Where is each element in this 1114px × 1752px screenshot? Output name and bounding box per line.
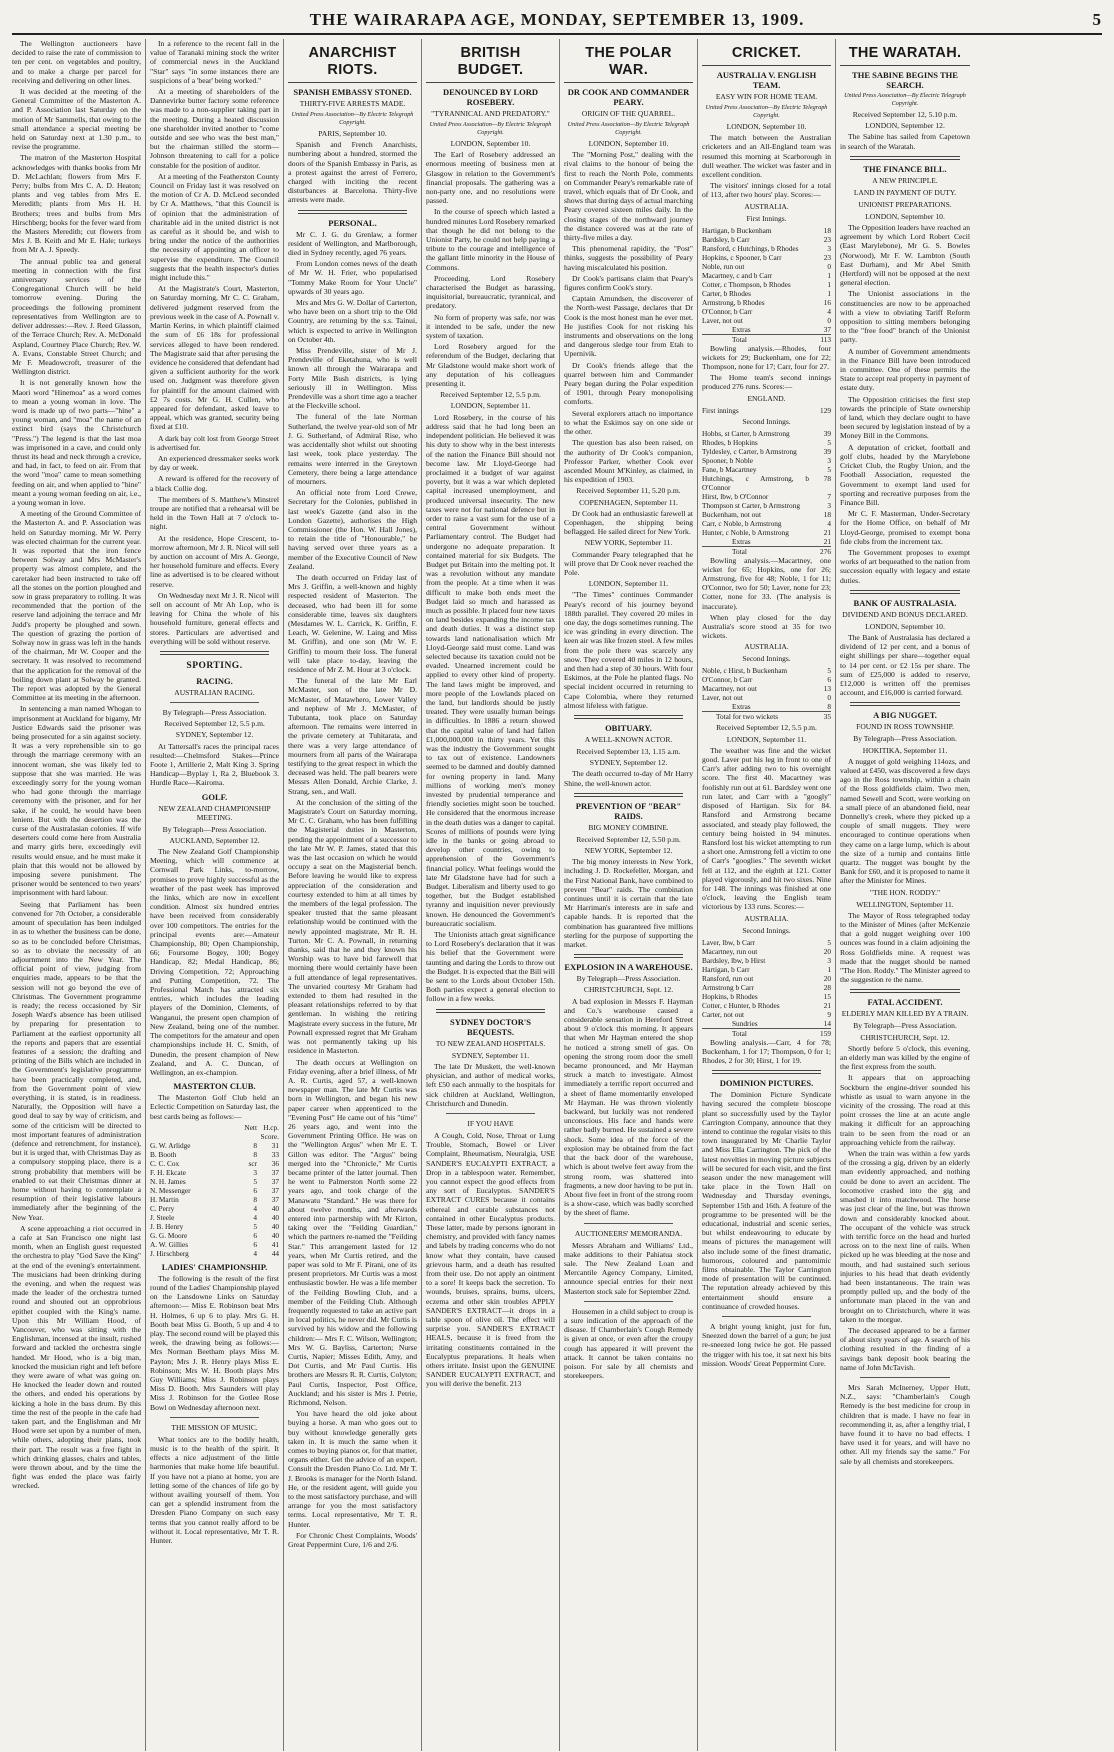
table-row: Tyldesley, c Carter, b Armstrong 39 [702, 446, 831, 456]
paragraph: Mrs and Mrs G. W. Dollar of Carterton, who have been on a short trip to the Old Country, are returning by the s.s. Tainui, which is expected to arrive in Wellington on October 4th. [288, 298, 417, 344]
dateline: LONDON, September 11. [588, 579, 669, 589]
golf-heading: GOLF. [201, 791, 228, 802]
headline-british-budget: BRITISH BUDGET. [426, 45, 555, 83]
dateline: LONDON, September 11. [450, 401, 531, 411]
bear-raids-heading: PREVENTION OF "BEAR" RAIDS. [575, 800, 682, 821]
paragraph: The annual public tea and general meeting in connection with the first anniversary services of the Congregational Church will be held tomorrow evening. During the proceedings the following prominent representatives from Wellington are to deliver addresses:—Rev. J. Reed Glasson, of the Terrace Church; Rev. A. McDonald Aspland, Courtney Place Church; Rev. W. A. Evans, Constable Street Church; and Mr F. Meadowcroft, treasurer of the Wellington district. [12, 256, 141, 377]
paragraph: A deputation of cricket, football and golf clubs, headed by the Marylebone Cricket Club, the Rugby Union, and the Football Association, requested the Government to exempt land used for sporting and recreative purposes from the Finance Bill. [840, 442, 970, 507]
advert-text: A bright young knight, just for fun, Sneezed down the barrel of a gun; he just re-sneezed long twice he got. He passed the trigger with his toe, it sat next his bits mission. Woods' Great Peppermint Cure. [702, 1322, 831, 1368]
subheading: UNIONIST PREPARATIONS. [858, 199, 952, 209]
subheading: SPANISH EMBASSY STONED. [293, 87, 412, 97]
subheading: FOUND IN ROSS TOWNSHIP. [856, 722, 954, 732]
table-row: F. H. Ekcate 3 37 [150, 1167, 279, 1177]
table-row: G. G. Moore 6 40 [150, 1230, 279, 1240]
table-row: Rhodes, b Hopkins 5 [702, 437, 831, 447]
paragraph: The members of S. Matthew's Minstrel troupe are notified that a rehearsal will be held in the Town Hall at 7 o'clock to-night. [150, 494, 279, 532]
paragraph: The Masterton Golf Club held an Eclectic Competition on Saturday last, the best cards being as follows:— [150, 1093, 279, 1121]
table-row: C. Perry 4 40 [150, 1203, 279, 1213]
headline-anarchist-riots: ANARCHIST RIOTS. [288, 45, 417, 83]
subheading: AUSTRALIA V. ENGLISH TEAM. [716, 70, 817, 90]
table-row: Bardsley, b Carr 23 [702, 234, 831, 244]
paragraph: The Dominion Picture Syndicate having secured the complete bioscope plant so successfully used by the Taylor Carrington Company, announce that they intend to continue the regular visits to this town inaugurated by Mr Charlie Taylor and Miss Ella Carrington. The pick of the latest novelties in moving picture subjects will be secured for each visit, and the first season under the new management will take place in the Town Hall on Wednesday and Thursday evenings, September 15th and 16th. A feature of the programme to be presented will be the educational, industrial and scenic series, but whilst endeavouring to educate by means of pictures the management will also include some of the finest dramatic, humorous, coloured and pantomimic films obtainable. The Taylor Carrington mode of presentation will be continued. The reputation already achieved by this entertainment should ensure a continuance of crowded houses. [702, 1090, 831, 1311]
table-row: Ransford, c Hutchings, b Rhodes 3 [702, 243, 831, 253]
dateline: SYDNEY, September 12. [175, 730, 254, 740]
dateline: LONDON, September 10. [865, 211, 945, 221]
headline-cricket: CRICKET. [702, 45, 831, 66]
received-line: Received September 12, 5.5 p.m. [440, 390, 541, 400]
credit-line: By Telegraph—Press Association. [853, 734, 957, 744]
nugget-heading: A BIG NUGGET. [873, 710, 937, 721]
paragraph: Miss Prendeville, sister of Mr J. Prendeville of Eketahuna, who is well known all through the Wairarapa and Forty Mile Bush districts, is lying seriously ill in Wellington. Miss Prendeville was a short time ago a teacher at the Fleckville school. [288, 346, 417, 411]
paragraph: Mr C. J. G. du Grenlaw, a former resident of Wellington, and Marlborough, died in Sydney recently, aged 76 years. [288, 229, 417, 258]
paragraph: A scene approaching a riot occurred in a cafe at San Francisco one night last month, when an English guest requested the orchestra to play "God Save the King" at the end of the evening's entertainment. The musicians had been drinking during the evening, and when the request was made the leader of the orchestra turned round and shouted out an opprobrious epithet coupled with the King's name. Upon this Mr William Hood, of Vancouver, who was sitting with the Englishman, incensed at the insult, rushed forward and tackled the orchestra single handed. Mr Hood, who is a big man, knocked the musician right and left before they were aware of what was going on. He knocked the leader down and routed the others, and ended his operations by kicking a hole in the bass drum. By this time the rest of the people in the cafe had taken part, and the Englishman and Mr Hood were set upon by a number of men, while others, adopting their plans, took their part. The result was a free fight in which drinking glasses, chairs and tables, were thrown about, and by the time the fight was ended the place was fairly wrecked. [12, 1223, 141, 1491]
scorecard-table [702, 666, 831, 721]
paragraph: The match between the Australian cricketers and an All-England team was resumed this morning at Scarborough in dull weather. The wicket was faster and in excellent condition. [702, 133, 831, 180]
paragraph: The death occurred on Friday last of Mrs J. Griffin, a well-known and highly respected resident of Masterton. The deceased, who had been ill for some considerable time, leaves six daughters (Mesdames W. L. Carrick, K. Griffin, F. Leach, W. Gelenine, W. Laing and Miss M. Griffin), and one son (Mr W. F. Griffin) to mourn their loss. The funeral will take place to-day, leaving the residence of Mr Z. M. Hour at 3 o'clock. [288, 572, 417, 674]
table-row: Macartney, run out 20 [702, 946, 831, 956]
dateline: LONDON, September 12. [865, 121, 945, 131]
dateline: LONDON, September 10. [726, 122, 807, 131]
paragraph: Bowling analysis.—Carr, 4 for 78; Buckenham, 1 for 17; Thompson, 0 for 1; Rhodes, 2 for 30; Hirst, 1 for 19. [702, 1037, 831, 1065]
table-row: Carter, not out 9 [702, 1009, 831, 1019]
credit-line: United Press Association—By Electric Telegraph Copyright. [291, 111, 414, 126]
paragraph: Bowling analysis.—Rhodes, four wickets for 29; Buckenham, one for 22; Thompson, none for 17; Carr, four for 27. [702, 343, 831, 372]
dateline: COPENHAGEN, September 11. [579, 497, 678, 507]
paragraph: The late Dr Muskett, the well-known physician, and author of medical works, left £50 each annually to the hospitals for sick children at Auckland, Wellington, Christchurch and Dunedin. [426, 1061, 555, 1108]
dateline: SYDNEY, September 11. [451, 1050, 530, 1060]
paragraph: Proceeding, Lord Rosebery characterised the Budget as harassing, inquisitorial, bureaucratic, tyrannical, and predatory. [426, 273, 555, 311]
credit-line: By Telegraph—Press Association. [162, 824, 267, 834]
subheading: "TYRANNICAL AND PREDATORY." [431, 109, 550, 118]
table-row: C. C. Cox scr 36 [150, 1158, 279, 1168]
paragraph: The Government proposes to exempt works of art bequeathed to the nation from succession equally with legacy and estate duties. [840, 547, 970, 585]
dateline: HOKITIKA, September 11. [862, 745, 948, 755]
paragraph: Dr Cook's friends allege that the quarrel between him and Commander Peary began during the Polar expedition of 1901, through Peary monopolising comforts. [564, 360, 693, 407]
table-row: Laver, not out 0 [702, 693, 831, 703]
masterton-club-heading: MASTERTON CLUB. [173, 1081, 256, 1092]
paragraph: The Earl of Rosebery addressed an enormous meeting of business men at Glasgow in relation to the Government's financial proposals. The gathering was a non-party one, and no resolutions were passed. [426, 150, 555, 206]
masthead [12, 0, 1102, 35]
personal-heading: PERSONAL. [328, 217, 377, 228]
table-row: Laver, lbw, b Carr 5 [702, 937, 831, 947]
paragraph: The Wellington auctioneers have decided to raise the rate of commission to ten per cent. on vegetables and poultry, and to make a charge per parcel for receiving and delivering on other lines. [12, 39, 141, 85]
paragraph: At a meeting of shareholders of the Dannevirke butter factory some reference was made to a non-supplier taking part in the meeting. During a heated discussion one shareholder invited another to "come outside and see who was the best man," but the chairman stilled the storm—Johnson threatening to call for a police constable for the position of auditor. [150, 87, 279, 170]
subheading: LAND IN PAYMENT OF DUTY. [853, 187, 957, 197]
column-4 [422, 39, 560, 1751]
paragraph: It is not generally known how the Maori word "Hinemoa" as a word comes to mean a young woman in love. The word is made up of two parts—"hine" a young woman, and "moa" the name of an extinct bird (says the Christchurch "Press.") The legend is that the last moa was imprisoned in a cave, and could only thrust its head and neck through a crevice, and had, in fact, to feed on air. From that the word "moa" came to mean something feeding on air, and when applied to "hine" meant a young woman feeding on air, i.e., a young woman in love. [12, 378, 141, 507]
advert-text: Mrs Sarah McInerney, Upper Hutt, N.Z., says: "Chamberlain's Cough Remedy is the best medicine for croup in children that is made. I have no fear in recommending it, as, after a lengthy trial, I have found it to have no bad effects. I have used it for years, and will have no other. All my friends say the same." For sale by all chemists and storekeepers. [840, 1382, 970, 1466]
paragraph: From London comes news of the death of Mr W. H. Frier, who popularised "Tommy Make Room for Your Uncle" upwards of 30 years ago. [288, 259, 417, 296]
racing-subheading: AUSTRALIAN RACING. [174, 688, 255, 697]
table-row: O'Connor, b Carr 4 [702, 306, 831, 316]
paragraph: Captain Amundsen, the discoverer of the North-west Passage, declares that Dr Cook is the most honest man he ever met. He justifies Cook for not risking his instruments and observations on the long and dangerous sledge tour from Etah to Upernivik. [564, 294, 693, 359]
table-row: O'Connor, b Carr 6 [702, 675, 831, 685]
team-heading: AUSTRALIA. [744, 913, 789, 923]
total-row: Total 113 [702, 334, 831, 344]
subheading: EASY WIN FOR HOME TEAM. [715, 92, 818, 101]
paragraph: It appears that on approaching Sockburn the engine-driver sounded his whistle as usual to warn anyone in the vicinity of the crossing. The road at this point crosses the line at an acute angle making it difficult for an approaching train to be seen from the road or an approaching vehicle from the railway. [840, 1073, 970, 1147]
paragraph: Seeing that Parliament has been convened for 7th October, a considerable amount of speculation has been indulged in as to whether the business can be done, so as to be concluded before Christmas, so as to obviate the necessity of an adjournment into the New Year. The official point of view, judging from enquiries made, appears to be that the session will not go beyond the eve of Christmas. The Government programme is ready; the recess occasioned by Sir Joseph Ward's absence has been utilised by preparing for presentation to Parliament at the earliest opportunity all the reports and papers that are essential features of a session; the drafting and printing of the Bills which are included in the Government's legislative programme have been practically completed, and, from the Government point of view everything, it is stated, is in readiness. Naturally, the Opposition will have a good deal to say by way of criticism, and some of the criticism will be directed to most important features of administration (defence and retrenchment, for instance), but it is urged that, with Christmas Day as a compulsory stopping place, there is a strong probability that members will be enabled to eat their Christmas dinner at home without having to contemplate a resumption of their legislative labours immediately after the beginning of the New Year. [12, 899, 141, 1222]
paragraph: At the Magistrate's Court, Masterton, on Saturday morning, Mr C. C. Graham, delivered judgment reserved from the previous week in the case of A. Pownall v. Martin Kerins, in which plaintiff claimed the sum of £6 18s for professional services alleged to have been rendered. The Magistrate said that after perusing the evidence he considered that defendant had given a sufficient authority for the work used on. Judgment was therefore given for plaintiff for the amount claimed with £2 7s costs. Mr G. H. Cullen, who appeared for defendant, asked leave to appeal, which was granted, security being fixed at £10. [150, 284, 279, 432]
paragraph: The funeral of the late Mr Earl McMaster, son of the late Mr D. McMaster, of Matawhero, Lower Valley and nephew of Mr J. McMaster, of Tubutanta, took place on Saturday afternoon. The remains were interred in the private cemetery at Tuhitarata, and there was a very large attendance of mourners from all parts of the Wairarapa testifying to the great respect in which the deceased was held. The pall bearers were Messrs Allen Donald, Archie Clarke, J. Strang, sen., and Wall. [288, 676, 417, 796]
paragraph: This phenomenal rapidity, the "Post" thinks, suggests the possibility of Peary having miscalculated his position. [564, 244, 693, 272]
paragraph: A meeting of the Ground Committee of the Masterton A. and P. Association was held on Saturday morning. Mr W. Perry was elected chairman for the current year. It was reported that the iron fence between Solway and Mrs McMaster's property was almost complete, and the caretaker had been instructed to take off all the stones on the portion ploughed and sow in grass preparatory to rolling. It was recommended that the portion of the reserve land adjoining the terrace and Mr Judd's property be ploughed and sown. The question of grazing the portion of Solway now in grass was left in the hands of the chairman, Mr W. Cooper and the secretary. It was resolved to recommend that the application for the removal of the boiling down plant at Solway be granted. The report was adopted by the General Committee at its meeting in the afternoon. [12, 509, 141, 703]
table-row: Extras 37 [732, 324, 831, 334]
subheading: A NEW PRINCIPLE. [872, 175, 938, 185]
table-row: Hartigan, b Buckenham 18 [702, 225, 831, 235]
table-row: J. B. Henry 5 40 [150, 1221, 279, 1231]
columns [8, 39, 1106, 1751]
column-6 [698, 39, 836, 1751]
paragraph: Dr Cook had an enthusiastic farewell at Copenhagen, the shipping being beflagged. He sailed direct for New York. [564, 508, 693, 537]
racing-heading: RACING. [196, 676, 233, 686]
credit-line: United Press Association—By Electric Telegraph Copyright. [705, 104, 828, 119]
paragraph: At Tattersall's races the principal races resulted:—Chelmsford Stakes—Prince Foote 1, Artillerie 2, Malt King 3. Spring Handicap—Byplay 1, Ra 2, Bluebook 3. Hurdle Race—Kairoma. [150, 741, 279, 788]
table-row: Noble, c Hirst, b Buckenham 5 [702, 666, 831, 676]
innings-heading: First Innings. [746, 213, 787, 223]
table-row: Macartney, not out 13 [702, 684, 831, 694]
table-row: Armstrong b Carr 28 [702, 982, 831, 992]
golf-scores-table [150, 1123, 279, 1258]
table-row: J. Hirschberg 4 44 [150, 1248, 279, 1258]
paragraph: Bowling analysis.—Macartney, one wicket for 65; Hopkins, one for 26; Armstrong, five for 48; Noble, 1 for 11; O'Connor, two for 50; Laver, none for 23; Cotter, none for 33. (The analysis is inaccurate). [702, 555, 831, 611]
paragraph: The following is the result of the first round of the Ladies' Championship played on the Lansdowne Links on Saturday afternoon:— Miss E. Robinson beat Mrs H. Holmes, 6 up 6 to play. Mrs G. H. Booth beat Miss G. Booth, 5 up and 4 to play. The second round will be played this week, the drawing being as follows:— Mrs Norman Beetham plays Miss M. Payton; Mrs J. R. Henry plays Miss E. Robinson; Mrs W. H. Booth plays Mrs Guy Williams; Miss J. Robinson plays Miss D. Booth. Mrs Saunders will play Miss J. Robinson for the Gotlee Rose Bowl on Wednesday afternoon next. [150, 1273, 279, 1412]
table-row: Bardsley, lbw, b Hirst 3 [702, 955, 831, 965]
paragraph: At a meeting of the Featherston County Council on Friday last it was resolved on the motion of Cr A. D. McLeod seconded by Cr A. Matthews, "that this Council is of opinion that the administration of charitable aid in the united district is not as careful as it should be, and wish to bring under the notice of the authorities the necessity of appointing an officer to supervise the expenditure. The Council suggests that the health inspector's duties might include this." [150, 171, 279, 283]
credit-line: United Press Association—By Electric Telegraph Copyright. [567, 121, 690, 136]
column-1 [8, 39, 146, 1751]
credit-line: United Press Association—By Electric Telegraph Copyright. [429, 121, 552, 136]
paragraph: An official note from Lord Crewe, Secretary for the Colonies, published in last week's Gazette (and also in the London Gazette), authorises the High Commissioner (the Hon. W. Hall Jones), to retain the title of "Honourable," he having served over three years as a member of the Executive Council of New Zealand. [288, 488, 417, 571]
paragraph: Lord Rosebery, in the course of his address said that he had long been an independent politician. He believed it was his duty to show why in the best interests of the nation the Finance Bill should not become law. Mr Lloyd-George had proclaimed it a budget of war against poverty, but it was a war which depleted capital increased unemployment, and produced universal insecurity. The new taxes were not for national defence but in order to raise a vast sum for the use of a central Government without Parliamentary control. The Budget had undergone no adequate preparation. It contained material for six Budgets. The Budget put Britain into the melting pot. It was a revolution without any mandate from the people. At a time when it was difficult to make both ends meet the Budget laid so much and harassed as much as possible. It placed four new taxes on land besides expanding the income tax and death duties. It was a distinct step towards land nationalisation which Mr Lloyd-George said must come. Land was selected because its taxation could not be evaded. Unearned increment could be applied to every other kind of property. The land laws might be improved, and more people of the Lowlands placed on the land, but landlords should be justly treated. They were usually human beings in difficulties. In 1886 a return showed that the capital value of land had fallen £1,000,000,000 in thirty years. Yet this was the industry the Government sought to tax out of existence. Landowners seemed to be damned and doubly damned for owning property in land. Many millions of working men's money invested by prudential temperance and friendly societies might soon be touched. He considered that the enormous increase in the death duties was a danger to capital. Scores of millions of pounds were lying idle in the banks or going abroad to develop other countries, owing to apprehension of the Government's financial policy. What feelings would the late Mr Gladstone have had for such a Budget. Liberalism and liberty used to go together, but the Budget established tyranny and inquisition never previously known. He denounced the Government's bureaucratic socialism. [426, 412, 555, 928]
subheading: TO NEW ZEALAND HOSPITALS. [435, 1038, 546, 1048]
subheading: THIRTY-FIVE ARRESTS MADE. [299, 99, 406, 108]
paragraph: At the residence, Hope Crescent, to-morrow afternoon, Mr J. R. Nicol will sell by auction on account of Mrs A. George, her household furniture and effects. Every line as advertised is to be cleared without reserve. [150, 533, 279, 589]
dateline: LONDON, September 10. [450, 139, 531, 148]
table-row: Thompson st Carter, b Armstrong 3 [702, 500, 831, 510]
dateline: AUCKLAND, September 12. [169, 835, 260, 845]
table-row: Armstrong, b Rhodes 16 [702, 297, 831, 307]
received-line: Received September 12, 5.10 p.m. [852, 110, 958, 119]
paragraph: Messrs Abraham and Williams' Ltd., make additions to their Pahiatua stock sale. The New Zealand Loan and Mercantile Agency Company, Limited, announce special entries for their next Masterton stock sale for September 22nd. [564, 1240, 693, 1296]
paragraph: Lord Rosebery argued for the referendum of the Budget, declaring that Mr Gladstone would make short work of any deputation of his colleagues presenting it. [426, 342, 555, 389]
table-row: J. Steele 4 40 [150, 1212, 279, 1222]
table-row: Laver, not out 0 [702, 315, 831, 325]
table-row: Extras 21 [732, 536, 831, 546]
received-line: Received September 12, 5.5 p.m. [716, 723, 817, 733]
table-row: Hunter, c Noble, b Armstrong 21 [702, 527, 831, 537]
paragraph: Shortly before 5 o'clock, this evening, an elderly man was killed by the engine of the first express from the south. [840, 1043, 970, 1072]
column-2 [146, 39, 284, 1751]
dateline: LONDON, September 11. [726, 734, 807, 744]
paragraph: A nugget of gold weighing 114ozs, and valued at £450, was discovered a few days ago in the Ross township, within a chain of the Ross goldfields claim. Two men, named Sewell and Scott, were working on a small piece of an abandoned field, near Donnelly's creek, where they picked up a couple of small nuggets. They were encouraged to continue operations when they came on a large lump, which is about the size of a turnip and contains little quartz. The nugget was bought by the Bank for £60, and it is proposed to name it after the Minister for Mines. [840, 756, 970, 886]
paragraph: The visitors' innings closed for a total of 113, after two hours' play. Scores:— [702, 181, 831, 200]
paragraph: In a reference to the recent fall in the value of Taranaki mining stock the writer of commercial news in the Auckland "Star" says "in some instances there are suspicions of a 'bear' being worked." [150, 39, 279, 85]
subheading: DENOUNCED BY LORD ROSEBERY. [442, 87, 539, 107]
scorecard-table [702, 226, 831, 344]
sporting-heading: SPORTING. [186, 661, 243, 671]
paragraph: Several explorers attach no importance to what the Eskimos say on one side or the other. [564, 408, 693, 437]
paragraph: For Chronic Chest Complaints, Woods' Great Peppermint Cure, 1/6 and 2/6. [288, 1530, 417, 1550]
table-row: Hobbs, st Carter, b Armstrong 39 [702, 428, 831, 438]
table-row: H. Martin 8 37 [150, 1194, 279, 1204]
column-7 [836, 39, 974, 1751]
paragraph: The Unionist associations in the constituencies are now to be approached with a view to obviating Tariff Reform opposition to sitting members belonging to the "free food" branch of the Unionist party. [840, 289, 970, 345]
scorecard-table [702, 429, 831, 556]
paragraph: No form of property was safe, nor was it intended to be safe, under the new system of taxation. [426, 312, 555, 341]
total-row: Total 159 [702, 1028, 831, 1038]
column-5 [560, 39, 698, 1751]
mission-heading: THE MISSION OF MUSIC. [171, 1422, 258, 1432]
paragraph: The question has also been raised, on the authority of Dr Cook's companion, Professor Parker, whether Cook ever ascended Mount M'Kinley, as claimed, in his expedition of 1903. [564, 438, 693, 485]
subheading: DR COOK AND COMMANDER PEARY. [567, 87, 690, 107]
golf-subheading: NEW ZEALAND CHAMPIONSHIP MEETING. [158, 803, 271, 822]
table-header-row: Nett H.cp. Score. [244, 1122, 279, 1141]
paragraph: Commander Peary telegraphed that he will prove that Dr Cook never reached the Pole. [564, 549, 693, 577]
paragraph: Dr Cook's partisans claim that Peary's figures confirm Cook's story. [564, 273, 693, 293]
credit-line: By Telegraph—Press Association. [853, 1021, 957, 1031]
subheading: BIG MONEY COMBINE. [588, 822, 669, 832]
dateline: PARIS, September 10. [318, 129, 387, 138]
table-row: G. W. Arlidge 8 31 [150, 1140, 279, 1150]
innings-heading: Second Innings. [742, 654, 791, 664]
table-row: Cotter, c Hunter, b Rhodes 21 [702, 1000, 831, 1010]
paragraph: When the train was within a few yards of the crossing a gig, driven by an elderly man evidently approached, and nothing could be done to avert an accident. The locomotive crashed into the gig and smashed it into matchwood. The horse was just clear of the line, but was thrown down and considerably knocked about. The occupant of the vehicle was struck with terrific force on the head and hurled across on to the next line of rails. When picked up he was bleeding at the nose and mouth, and had sustained such serious injuries to his head that death evidently had been instantaneous. The train was promptly pulled up, and the body of the unfortunate man placed in the van and brought on to Christchurch, where it was taken to the morgue. [840, 1149, 970, 1324]
table-row: Hirst, lbw, b O'Connor 7 [702, 491, 831, 501]
dateline: NEW YORK, September 11. [584, 538, 673, 548]
team-heading: ENGLAND. [747, 393, 786, 403]
credit-line: United Press Association—By Electric Telegraph Copyright. [844, 92, 966, 107]
subheading: A WELL-KNOWN ACTOR. [584, 734, 673, 744]
roddy-heading: "THE HON. RODDY." [869, 887, 941, 897]
paragraph: At the conclusion of the sitting of the Magistrate's Court on Saturday morning, Mr C. C. Graham, who has been fulfilling the Magisterial duties in Masterton, pending the appointment of a successor to the late Mr W. P. James, stated that this was the last occasion on which he would occupy a seat on the Magisterial bench. Before leaving he would like to express appreciation of the consideration and courtesy extended to him at all times by the members of the legal profession. The speaker trusted that the same pleasant relationship would be continued with the newly appointed magistrate, Mr R. H. Turton. Mr C. A. Pownall, in returning thanks, said that he and they known his Worship was to have bid farewell that morning there would certainly have been a full attendance of legal representatives. The unvaried courtesy Mr Graham had extended to them had resulted in the pleasant relationships referred to by that gentleman. In wishing the retiring Magistrate every success in the future, Mr Pownall expressed regret that Mr Graham was not permanently taking up his residence in Masterton. [288, 797, 417, 1056]
scorecard-table [702, 406, 831, 415]
masthead-title: THE WAIRARAPA AGE, MONDAY, SEPTEMBER 13, 1909. [309, 10, 805, 29]
team-heading: AUSTRALIA. [744, 642, 789, 652]
page-number: 5 [1092, 10, 1102, 29]
paragraph: The weather was fine and the wicket good. Laver put his leg in front to one of Carr's after adding two to his overnight score. The first 40. Macartney was foolishly run out at 61. Bardsley went one run later, and Carr with a "googly" disposed of Hartigan. Six for 84. Ransford and Armstrong became associated, and steady play followed, the century being hoisted in 94 minutes. Ransford lost his wicket attempting to run a short one. Armstrong fell a victim to one of Carr's "googlies." The seventh wicket fell at 112, and the eighth at 121. Cotter played vigorously, and hit two sixes. Nine for 148. The innings was finished at one o'clock, leaving the English team victorious by 133 runs. Scores:— [702, 745, 831, 912]
table-row: Carr, c Noble, b Armstrong 4 [702, 518, 831, 528]
paragraph: The Unionists attach great significance to Lord Rosebery's declaration that it was his belief that the Government were taunting and daring the Lords to throw out the Budget. It is expected that the Bill will be sent to the Lords about October 15th. Both parties expect a general election to follow in a few weeks. [426, 930, 555, 1004]
table-row: Carter, b Rhodes 1 [702, 288, 831, 298]
paragraph: The big money interests in New York, including J. D. Rockefeller, Morgan, and the First National Bank, have combined to prevent "Bear" raids. The combination continues until it is certain that the late Mr Harriman's interests are in safe and capable hands. It is reported that the combination has guaranteed five millions sterling for the purpose of supporting the market. [564, 857, 693, 950]
paragraph: The Sabine has sailed from Capetown in search of the Waratah. [840, 132, 970, 151]
paragraph: A number of Government amendments in the Finance Bill have been introduced in committee. One of these permits the State to accept real property in payment of estate duty. [840, 346, 970, 393]
table-row: B. Booth 8 33 [150, 1149, 279, 1159]
total-row: Total for two wickets 35 [702, 712, 831, 722]
paragraph: It was decided at the meeting of the General Committee of the Masterton A. and P. Association last Saturday on the motion of Mr Sammells, that owing to the small attendance a special meeting be held on Saturday next at 1.30 p.m., to revise the programme. [12, 87, 141, 152]
explosion-heading: EXPLOSION IN A WAREHOUSE. [564, 962, 693, 973]
paragraph: The matron of the Masterton Hospital acknowledges with thanks books from Mr D. McLachlan; flowers from Mrs F. Perry; bulbs from Mrs C. A. D. Heaton; plants and veg tables from Mrs E. Meredith; plants from Mrs H. H. Brothers; trees and bulbs from Mrs Hirschberg; books for the fever ward from the Masters Meredith; cut flowers from Mrs J. B. Keith and Mr E. Hale; turkeys from Mr A. J. Speedy. [12, 153, 141, 255]
dateline: SYDNEY, September 12. [589, 758, 668, 768]
credit-line: By Telegraph—Press Association. [576, 974, 681, 984]
dateline: NEW YORK, September 12. [584, 846, 673, 855]
paragraph: Mr C. F. Masterman, Under-Secretary for the Home Office, on behalf of Mr Lloyd-George, promised to exempt bona fide clubs from the increment tax. [840, 509, 970, 546]
paragraph: Spanish and French Anarchists, numbering about a hundred, stormed the doors of the Spanish Embassy in Paris, as a protest against the arrest of Ferrero, charged with inciting the recent disturbances at Barcelona. Thirty-five arrests were made. [288, 140, 417, 205]
dateline: WELLINGTON, September 11. [856, 899, 954, 909]
paragraph: In sentencing a man named Whogan to imprisonment at Auckland for bigamy, Mr Justice Edwards said the prisoner was being prosecuted for a sin against society. It was a very reprehensible sin to go through the marriage ceremony with an innocent woman, she was likely led to suppose that she was married. He was exceedingly sorry for the young woman who had gone through the marriage ceremony with the prisoner, and for her sake, if he could, he would have been lenient. But with the desertion was the curse of the Australasian colonies. If wife deserters could come here from Australia and marry girls here, exceedingly evil results would ensue, and he must make it plain that this would not be allowed by imposing severe punishment. The prisoner would be sentenced to two years' imprisonment with hard labour. [12, 704, 141, 898]
table-row: Fane, b Macartney 5 [702, 464, 831, 474]
received-line: Received September 12, 5.50 p.m. [576, 834, 681, 844]
table-row: Buckenham, not out 18 [702, 509, 831, 519]
paragraph: The death occurred to-day of Mr Harry Shine, the well-known actor. [564, 769, 693, 788]
paragraph: "The Times" continues Commander Peary's record of his journey beyond 188th parallel. They covered 20 miles in one day, the dogs sometimes running. The ice was grinding in every direction. The keen air was like frozen steel. A few miles from the pole there was scarcely any snow. They covered 40 miles in 12 hours, and then had a step of 30 hours. With four Eskimos, at the Pole he planted flags. No special incident occurred in returning to Cape Colombia, where they returned almost lifeless with fatigue. [564, 590, 693, 710]
table-row: Noble, run out 0 [702, 261, 831, 271]
table-row: Sundries 14 [732, 1018, 831, 1028]
ladies-championship-heading: LADIES' CHAMPIONSHIP. [161, 1261, 268, 1272]
paragraph: The Bank of Australasia has declared a dividend of 12 per cent, and a bonus of eight shillings per share—together equal to 14 per cent. or £2 15s per share. The sum of £25,000 is added to reserve, £12,000 is written off the premises account, and £16,000 is carried forward. [840, 632, 970, 698]
dateline: LONDON, September 10. [865, 621, 945, 631]
received-line: Received September 12, 5.5 p.m. [164, 719, 265, 729]
bequests-heading: SYDNEY DOCTOR'S BEQUESTS. [449, 1016, 531, 1037]
paragraph: The funeral of the late Norman Sutherland, the twelve year-old son of Mr J. G. Sutherland, of Admiral Rise, who was accidentally shot whilst out shooting last week, took place yesterday. The remains were interred in the Greytown Cemetery, there being a large attendance of mourners. [288, 412, 417, 486]
paragraph: An experienced dressmaker seeks work by day or week. [150, 453, 279, 473]
headline-waratah: THE WARATAH. [840, 45, 970, 66]
table-row: First innings 129 [702, 405, 831, 415]
paragraph: The deceased appeared to be a farmer of about sixty years of age. A search of his clothing resulted in the finding of a savings bank deposit book bearing the name of John McTavish. [840, 1325, 970, 1372]
paragraph: A bad explosion in Messrs F. Hayman and Co.'s warehouse caused a considerable sensation in Hereford Street about 9 o'clock this morning. It appears that when Mr Hayman entered the shop he noticed a strong smell of gas. On opening the strong room door the smell became pronounced, and Mr Hayman struck a match to investigate. Almost immediately a terrific report occurred and a sheet of flame momentarily enveloped Mr Hayman. He was thrown violently backward, but luckily was not rendered unconscious. His face and hands were rather badly burned. He sustained a severe shock. Some idea of the force of the explosion may be obtained from the fact that the back door of the warehouse, which is about twelve feet away from the strong room, was shattered into fragments, a new door having to be put in. About five feet in front of the strong room is a show-case, which was badly scorched by the sheet of flame. [564, 996, 693, 1218]
advert-text: A Cough, Cold, Nose, Throat or Lung Trouble, Stomach, Bowel or Liver Complaint, Rheumatism, Neuralgia, USE SANDER'S EUCALYPTI EXTRACT, a Drop in a tablespoon water. Remember, you cannot expect the good effects from any sort of Eucalyptus. SANDER'S EXTRACT CURES because it contains ethereal and curable substances not contained in other Eucalyptus products. These latter, made by persons ignorant in chemistry, and provided with fancy names and labels by trading concerns who do not know what they contain, have caused grievous harm, and a death has resulted from their use. Do not apply an ointment to a sore! It keeps back the secretion. To wounds, bruises, sprains, burns, ulcers, eczema and other skin troubles APPLY SANDER'S EXTRACT—it drops in a table spoon of olive oil. The effect will surprise you. SANDER'S EXTRACT HEALS, because it is freed from the irritating constituents contained in the Eucalyptus preparations. It heals when others irritate. Insist upon the GENUINE SANDER EUCALYPTI EXTRACT, and you will derive the benefit. 213 [426, 1130, 555, 1389]
received-line: Received September 11, 5.20 p.m. [576, 486, 681, 496]
paragraph: The "Morning Post," dealing with the rival claims to the honour of being the first to reach the North Pole, comments on Commander Peary's remarkable rate of travel, which equals that of Dr Cook, and shows that during days of actual marching Peary covered sixteen miles daily. In the closing stages of the northward journey the distance covered was at the rate of thirty-five miles a day. [564, 150, 693, 243]
paragraph: A reward is offered for the recovery of a black Collie dog. [150, 474, 279, 493]
finance-bill-heading: THE FINANCE BILL. [863, 163, 947, 174]
credit-line: By Telegraph—Press Association. [162, 708, 267, 717]
paragraph: When play closed for the day Australia's score stood at 35 for two wickets. [702, 612, 831, 641]
subheading: ORIGIN OF THE QUARREL. [581, 109, 676, 118]
bank-heading: BANK OF AUSTRALASIA. [853, 597, 957, 608]
dateline: CHRISTCHURCH, Sept. 12. [583, 985, 674, 995]
headline-polar-war: THE POLAR WAR. [564, 45, 693, 83]
paragraph: What tonics are to the bodily health, music is to the health of the spirit. It effects a nice adjustment of the little harmonies that make home life beautiful. If you have not a piano at home, you are letting some of the chances of life go by without availing yourself of them. You can get a splendid instrument from the Dresden Piano Company on such easy terms that you cannot really afford to be without it. Local representative, Mr T. R. Hunter. [150, 1434, 279, 1545]
paragraph: The death occurs at Wellington on Friday evening, after a brief illness, of Mr A. R. Curtis, aged 57, a well-known newspaper man. The late Mr Curtis was born in Wellington, and began his new paper career when apprenticed to the "Evening Post" He came out of his "time" 26 years ago, and went into the Government Printing Office. He was on the "Wellington Argus" when Mr E. T. Gillon was editor. The "Argus" being merged into the "Chronicle," Mr Curtis became printer of the latter journal. Then he went to Palmerston North some 22 years ago, and took charge of the Manawatu "Standard." He was there for about twelve months, and afterwards entered into partnership with Mr Kirton, taking over the "Feilding Guardian," which the partners re-named the "Feilding Star." This arrangement lasted for 12 years, when Mr Curtis retired, and the paper was sold to Mr F. Pirani, one of its present proprietors. Mr Curtis was a most enthusiastic bowler. He was a life member of the Feilding Bowling Club, and a member of the Feilding Club. Although frequently requested to take an active part in local politics, he never did. Mr Curtis is survived by his widow and the following children:— Mrs F. C. Wilson, Wellington; Mrs W. G. Bayliss, Carterton; Nurse Curtis, Napier; Misses Edith, Amy, and Dot Curtis, and Mr Paul Curtis. His brothers are Messrs R. R. Curtis, Colyton; Paul Curtis, Inspector, Post Office, Auckland; and his sister is Mrs J. Petrie, Richmond, Nelson. [288, 1057, 417, 1408]
table-row: Hopkins, b Rhodes 15 [702, 991, 831, 1001]
table-row: Hartigan, b Carr 1 [702, 964, 831, 974]
section-rule [160, 651, 269, 655]
total-row: Total 276 [702, 546, 831, 556]
obituary-heading: OBITUARY. [605, 722, 652, 733]
subheading: THE SABINE BEGINS THE SEARCH. [852, 70, 958, 90]
table-row: A. W. Gillies 6 41 [150, 1239, 279, 1249]
table-row: Macartney, c and b Carr 1 [702, 270, 831, 280]
table-row: N. Messenger 6 37 [150, 1185, 279, 1195]
table-row: Hutchings, c Armstrong, b O'Connor 78 [702, 473, 831, 492]
innings-heading: Second Innings. [742, 416, 791, 426]
auctioneers-heading: AUCTIONEERS' MEMORANDA. [574, 1228, 683, 1238]
dominion-pictures-heading: DOMINION PICTURES. [719, 1078, 814, 1089]
paragraph: The Opposition leaders have reached an agreement by which Lord Robert Cecil (East Marylebone), Mr G. S. Bowles (Norwood), Mr F. W. Lambton (South East Durham), and Mr Abel Smith (Hertford) will not be opposed at the next general election. [840, 223, 970, 288]
paragraph: The Home team's second innings produced 276 runs. Scores:— [702, 373, 831, 392]
table-row: Ransford, run out 20 [702, 973, 831, 983]
paragraph: The New Zealand Golf Championship Meeting, which will commence at Cornwall Park Links, to-morrow, promises to prove highly successful as the weather of the past week has improved the links, which are now in excellent condition. Almost six hundred entries have been received from considerably over 100 competitors. The entries for the principal events are:—Amateur Championship, 80; Open Championship, 66; Foursome Bogey, 100; Bogey Handicap, 82; Medal Handicap, 86; Driving Competition, 72; Approaching and Putting Competition, 72. The Professional Match has attracted six entries, which includes the leading players of the Dominion, Clements, of Wanganui, the present open champion of New Zealand, being one of the number. The competitors for the amateur and open championships include H. C. Smith, of Dunedin, the present champion of New Zealand, and A. C. Duncan, of Wellington, an ex-champion. [150, 847, 279, 1077]
innings-heading: Second Innings. [742, 925, 791, 935]
subheading: ELDERLY MAN KILLED BY A TRAIN. [841, 1009, 969, 1019]
team-heading: AUSTRALIA. [744, 201, 789, 211]
paragraph: A dark bay colt lost from George Street is advertised for. [150, 433, 279, 452]
paragraph: In the course of speech which lasted a hundred minutes Lord Rosebery remarked that though he did not belong to the Unionist Party, he could not help paying a tribute to the courage and intelligence of the gallant little minority in the House of Commons. [426, 207, 555, 272]
table-row: Cotter, c Thompson, b Rhodes 1 [702, 279, 831, 289]
received-line: Received September 13, 1.15 a.m. [576, 746, 681, 756]
paragraph: The Opposition criticises the first step towards the principle of State ownership of land, which they declare ought to have been secured by legislation instead of by a Money Bill in the Commons. [840, 394, 970, 441]
table-row: Extras 8 [732, 702, 831, 712]
paragraph: You have heard the old joke about buying a horse. A man who goes out to buy without knowledge generally gets taken in. It is much the same when it comes to buying pianos or, for that matter, organs either. Get the advice of an expert. Consult the Dresden Piano Co. Ltd. Mr T. J. Brooks is manager for the North Island. He, or the resident agent, will guide you to the most satisfactory purchase, and will arrange for you the most satisfactory terms. Local representative, Mr T. R. Hunter. [288, 1409, 417, 1529]
dateline: CHRISTCHURCH, Sept. 12. [860, 1032, 950, 1042]
dateline: LONDON, September 10. [588, 139, 669, 148]
table-row: Hopkins, c Spooner, b Carr 23 [702, 252, 831, 262]
fatal-accident-heading: FATAL ACCIDENT. [867, 997, 943, 1008]
table-row: Spooner, b Noble 3 [702, 455, 831, 465]
paragraph: On Wednesday next Mr J. R. Nicol will sell on account of Mr Ah Lop, who is leaving for China the whole of his household furniture, general effects and stores. Particulars are advertised and everything will be sold without reserve. [150, 590, 279, 646]
advert-text: Housemen in a child subject to croup is a sure indication of the approach of the disease. If Chamberlain's Cough Remedy is given at once, or even after the croupy cough has appeared it will prevent the attack. It cannot be taken contains no poison. For sale by all chemists and storekeepers. [564, 1306, 693, 1381]
scorecard-table [702, 938, 831, 1038]
advert-heading: IF YOU HAVE [467, 1118, 514, 1128]
column-3 [284, 39, 422, 1751]
paragraph: The Mayor of Ross telegraphed today to the Minister of Mines (after McKenzie that a gold nugget weighing over 100 ounces was found in a claim adjoining the Ross Goldfields mine. A request was made that the nugget should be named "The Hon. Roddy." The Minister agreed to the suggestion re the name. [840, 910, 970, 985]
subheading: DIVIDEND AND BONUS DECLARED. [842, 609, 968, 619]
table-row: N. H. James 5 37 [150, 1176, 279, 1186]
